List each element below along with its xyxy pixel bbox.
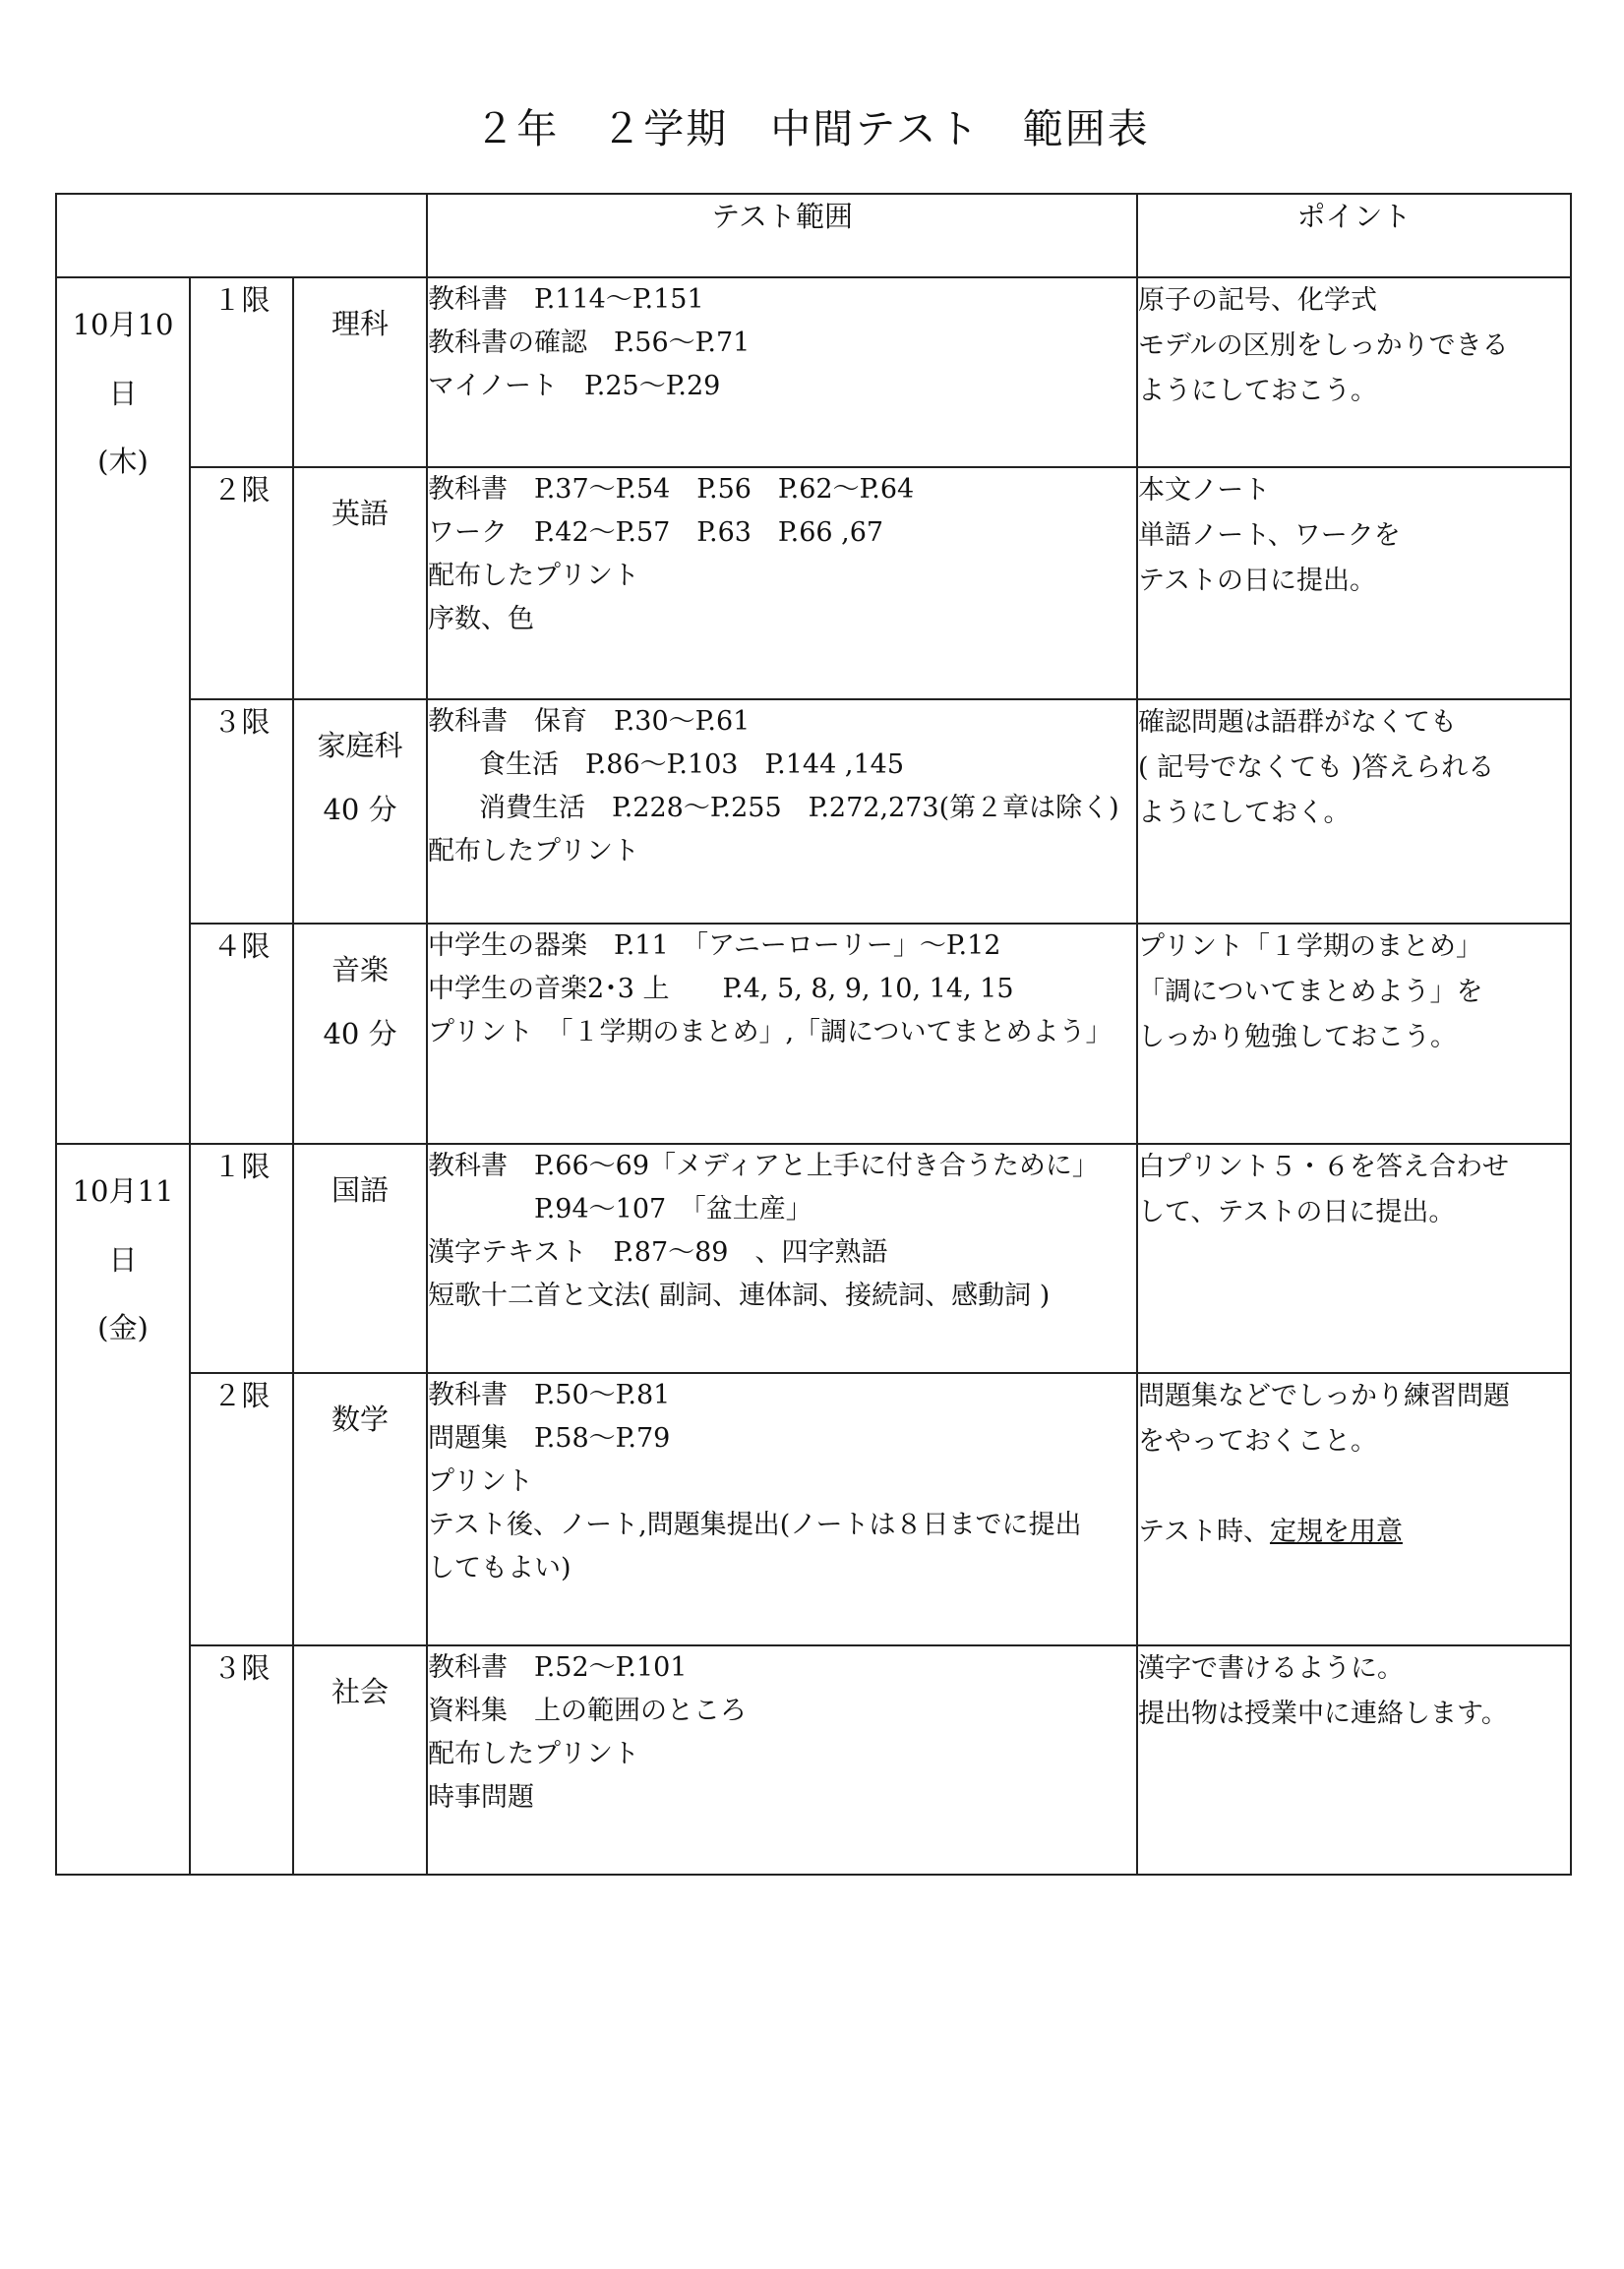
- range-cell: [427, 1144, 1137, 1373]
- range-line: 教科書 P.114～P.151: [428, 284, 704, 315]
- date-line: (木): [97, 445, 149, 478]
- period-cell: ２限: [190, 1373, 293, 1645]
- range-line: 教科書の確認 P.56～P.71: [428, 328, 751, 358]
- range-line: 中学生の音楽2･3 上 P.4, 5, 8, 9, 10, 14, 15: [428, 974, 1014, 1004]
- range-line: 食生活 P.86～P.103 P.144 ,145: [479, 749, 904, 780]
- point-line: ようにしておく。: [1138, 798, 1351, 828]
- point-line: しっかり勉強しておこう。: [1138, 1022, 1458, 1052]
- date-cell: [56, 1144, 190, 1875]
- period-cell: ３限: [190, 699, 293, 924]
- range-line: してもよい): [428, 1553, 571, 1583]
- range-line: 教科書 保育 P.30～P.61: [428, 706, 751, 737]
- period-cell: １限: [190, 277, 293, 467]
- period-cell: ２限: [190, 467, 293, 699]
- point-cell: [1137, 277, 1571, 467]
- range-cell: [427, 467, 1137, 699]
- subject-cell: [293, 277, 427, 467]
- subject-name: 音楽: [331, 953, 390, 986]
- point-line: をやっておくこと。: [1138, 1426, 1378, 1457]
- header-row: [56, 194, 1571, 277]
- point-line: 確認問題は語群がなくても: [1138, 707, 1458, 738]
- date-line: 10月11: [72, 1174, 174, 1208]
- point-line: テストの日に提出。: [1138, 566, 1376, 596]
- subject-name: 理科: [331, 307, 390, 340]
- range-line: 消費生活 P.228～P.255 P.272,273(第２章は除く): [479, 793, 1119, 823]
- point-prefix: テスト時、: [1138, 1517, 1270, 1547]
- period-cell: ４限: [190, 924, 293, 1144]
- point-line: [1138, 1510, 1570, 1555]
- range-line: 配布したプリント: [428, 1739, 639, 1769]
- range-line: プリント: [428, 1466, 533, 1497]
- subject-cell: [293, 699, 427, 924]
- range-line: テスト後、ノート,問題集提出(ノートは８日までに提出: [428, 1510, 1082, 1540]
- range-line: P.94～107 「盆土産」: [534, 1194, 812, 1224]
- subject-name: 数学: [331, 1403, 390, 1436]
- point-line: ( 記号でなくても )答えられる: [1138, 752, 1495, 783]
- point-line: 原子の記号、化学式: [1138, 285, 1378, 316]
- subject-cell: [293, 1645, 427, 1875]
- date-line: 日: [108, 376, 138, 410]
- range-line: 序数、色: [428, 604, 535, 634]
- range-line: 教科書 P.37～P.54 P.56 P.62～P.64: [428, 474, 915, 505]
- subject-cell: [293, 924, 427, 1144]
- range-line: 時事問題: [428, 1782, 535, 1813]
- subject-cell: [293, 1144, 427, 1373]
- range-line: 短歌十二首と文法( 副詞、連体詞、接続詞、感動詞 ): [428, 1281, 1051, 1311]
- subject-cell: [293, 467, 427, 699]
- subject-cell: [293, 1373, 427, 1645]
- table-row: [56, 277, 1571, 467]
- table-row: [56, 467, 1571, 699]
- date-cell: [56, 277, 190, 1144]
- header-range: テスト範囲: [427, 194, 1137, 277]
- subject-name: 国語: [331, 1173, 390, 1207]
- table-row: [56, 699, 1571, 924]
- range-line: 教科書 P.52～P.101: [428, 1652, 688, 1683]
- range-line: 配布したプリント: [428, 836, 639, 866]
- range-line: プリント 「１学期のまとめ」,「調についてまとめよう」: [428, 1017, 1113, 1047]
- point-line: して、テストの日に提出。: [1138, 1197, 1456, 1227]
- point-cell: [1137, 1645, 1571, 1875]
- date-line: 日: [108, 1242, 138, 1277]
- point-line: 白プリント５・６を答え合わせ: [1138, 1152, 1509, 1182]
- point-cell: [1137, 467, 1571, 699]
- subject-duration: 40 分: [323, 793, 397, 826]
- point-line: モデルの区別をしっかりできる: [1138, 330, 1509, 361]
- period-cell: １限: [190, 1144, 293, 1373]
- subject-name: 英語: [331, 497, 390, 530]
- range-line: 漢字テキスト P.87～89 、四字熟語: [428, 1237, 888, 1268]
- subject-name: 家庭科: [317, 729, 403, 762]
- range-cell: [427, 277, 1137, 467]
- subject-name: 社会: [331, 1675, 390, 1708]
- range-cell: [427, 924, 1137, 1144]
- header-blank-cell: [56, 194, 427, 277]
- point-cell: [1137, 1144, 1571, 1373]
- date-line: 10月10: [72, 308, 174, 341]
- point-spacer: [1138, 1464, 1570, 1510]
- point-line: 漢字で書けるように。: [1138, 1653, 1405, 1684]
- point-line: 「調についてまとめよう」を: [1138, 977, 1483, 1007]
- point-cell: [1137, 924, 1571, 1144]
- point-line: 単語ノート、ワークを: [1138, 520, 1401, 551]
- period-cell: ３限: [190, 1645, 293, 1875]
- range-cell: [427, 1645, 1137, 1875]
- range-cell: [427, 699, 1137, 924]
- range-line: 教科書 P.50～P.81: [428, 1380, 671, 1410]
- date-line: (金): [97, 1311, 149, 1344]
- range-line: 教科書 P.66～69「メディアと上手に付き合うために」: [428, 1151, 1099, 1181]
- test-range-table: [55, 193, 1572, 1876]
- subject-duration: 40 分: [323, 1017, 397, 1050]
- point-cell: [1137, 1373, 1571, 1645]
- range-line: 問題集 P.58～P.79: [428, 1423, 671, 1454]
- range-line: ワーク P.42～P.57 P.63 P.66 ,67: [428, 517, 884, 548]
- point-line: 問題集などでしっかり練習問題: [1138, 1381, 1511, 1411]
- table-row: [56, 1645, 1571, 1875]
- point-line: プリント「１学期のまとめ」: [1138, 931, 1482, 962]
- point-line: ようにしておこう。: [1138, 376, 1378, 406]
- point-line: 本文ノート: [1138, 475, 1271, 506]
- table-row: [56, 1373, 1571, 1645]
- table-row: [56, 1144, 1571, 1373]
- range-line: 資料集 上の範囲のところ: [428, 1696, 748, 1726]
- range-line: 配布したプリント: [428, 561, 639, 591]
- page-title: ２年 ２学期 中間テスト 範囲表: [474, 105, 1150, 152]
- range-line: マイノート P.25～P.29: [428, 371, 721, 401]
- point-cell: [1137, 699, 1571, 924]
- point-emphasis: 定規を用意: [1269, 1517, 1403, 1547]
- range-line: 中学生の器楽 P.11 「アニーローリー」～P.12: [428, 930, 1001, 961]
- header-point: ポイント: [1137, 194, 1571, 277]
- range-cell: [427, 1373, 1137, 1645]
- point-line: 提出物は授業中に連絡します。: [1138, 1699, 1508, 1729]
- table-row: [56, 924, 1571, 1144]
